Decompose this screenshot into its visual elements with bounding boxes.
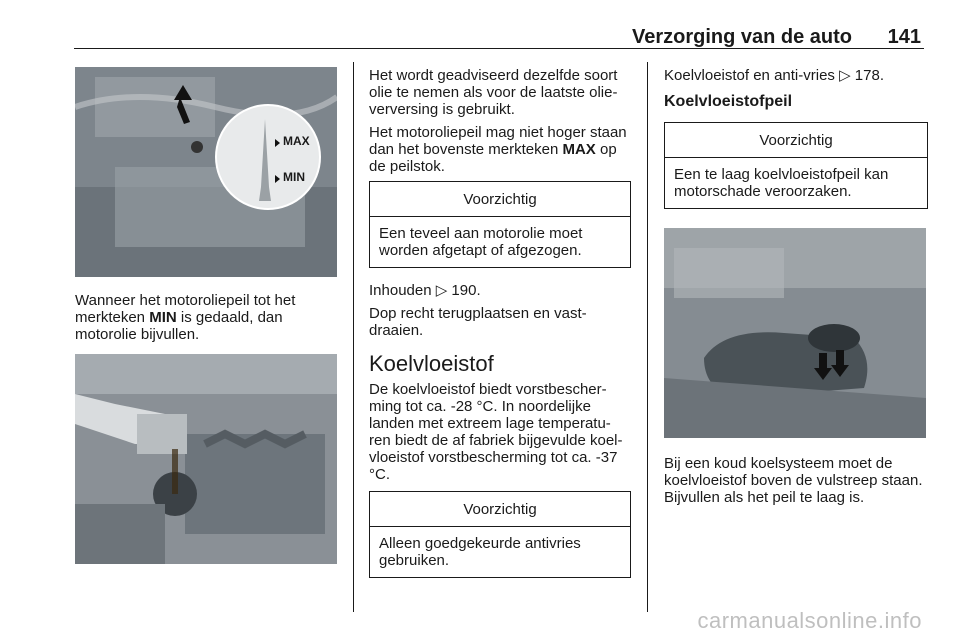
coolant-reservoir-photo	[664, 228, 926, 438]
oil-refill-photo	[75, 354, 337, 564]
page-number: 141	[887, 26, 921, 48]
caution-box-oil	[369, 181, 631, 268]
caution-text: Een te laag koelvloeistofpeil kan motorschade veroorzaken.	[674, 166, 889, 200]
engine-oil-dipstick-photo	[75, 67, 337, 277]
caution-title: Voorzichtig	[370, 182, 630, 217]
column-divider	[353, 62, 354, 612]
coolant-protection-paragraph: De koelvloeistof biedt vorstbescher-ming tot ca. -28 °C. In noordelijke landen met extreem lage temperatu-ren biedt de af fabriek bijgevulde koel-vloeistof vorstbescherming tot ca. -37 °C.	[369, 381, 623, 483]
section-heading-coolant-level: Koelvloeistofpeil	[664, 93, 793, 110]
watermark: carmanualsonline.info	[697, 608, 922, 633]
page-header-title: Verzorging van de auto	[631, 26, 852, 48]
coolant-reference: Koelvloeistof en anti-vries ▷ 178.	[664, 67, 884, 84]
caution-box-coolant	[664, 122, 928, 209]
oil-level-max-paragraph: Het motoroliepeil mag niet hoger staan dan het bovenste merkteken MAX op de peilstok.	[369, 124, 627, 175]
section-heading-coolant: Koelvloeistof	[369, 351, 494, 376]
oil-type-paragraph: Het wordt geadviseerd dezelfde soort olie te nemen als voor de laatste olie-verversing is gebruikt.	[369, 67, 618, 118]
caution-title: Voorzichtig	[665, 123, 927, 158]
header-divider	[74, 48, 924, 49]
dipstick-min-label: MIN	[283, 170, 305, 184]
caution-text: Alleen goedgekeurde antivries gebruiken.	[379, 535, 581, 569]
cap-instruction: Dop recht terugplaatsen en vast-draaien.	[369, 305, 587, 339]
caution-title: Voorzichtig	[370, 492, 630, 527]
column-divider	[647, 62, 648, 612]
refill-oil-paragraph: Wanneer het motoroliepeil tot het merkteken MIN is gedaald, dan motorolie bijvullen.	[75, 292, 296, 343]
dipstick-max-label: MAX	[283, 134, 310, 148]
caution-text: Een teveel aan motorolie moet worden afgetapt of afgezogen.	[379, 225, 583, 259]
caution-box-antifreeze	[369, 491, 631, 578]
coolant-level-paragraph: Bij een koud koelsysteem moet de koelvloeistof boven de vulstreep staan. Bijvullen als het peil te laag is.	[664, 455, 923, 506]
capacities-reference: Inhouden ▷ 190.	[369, 282, 481, 299]
